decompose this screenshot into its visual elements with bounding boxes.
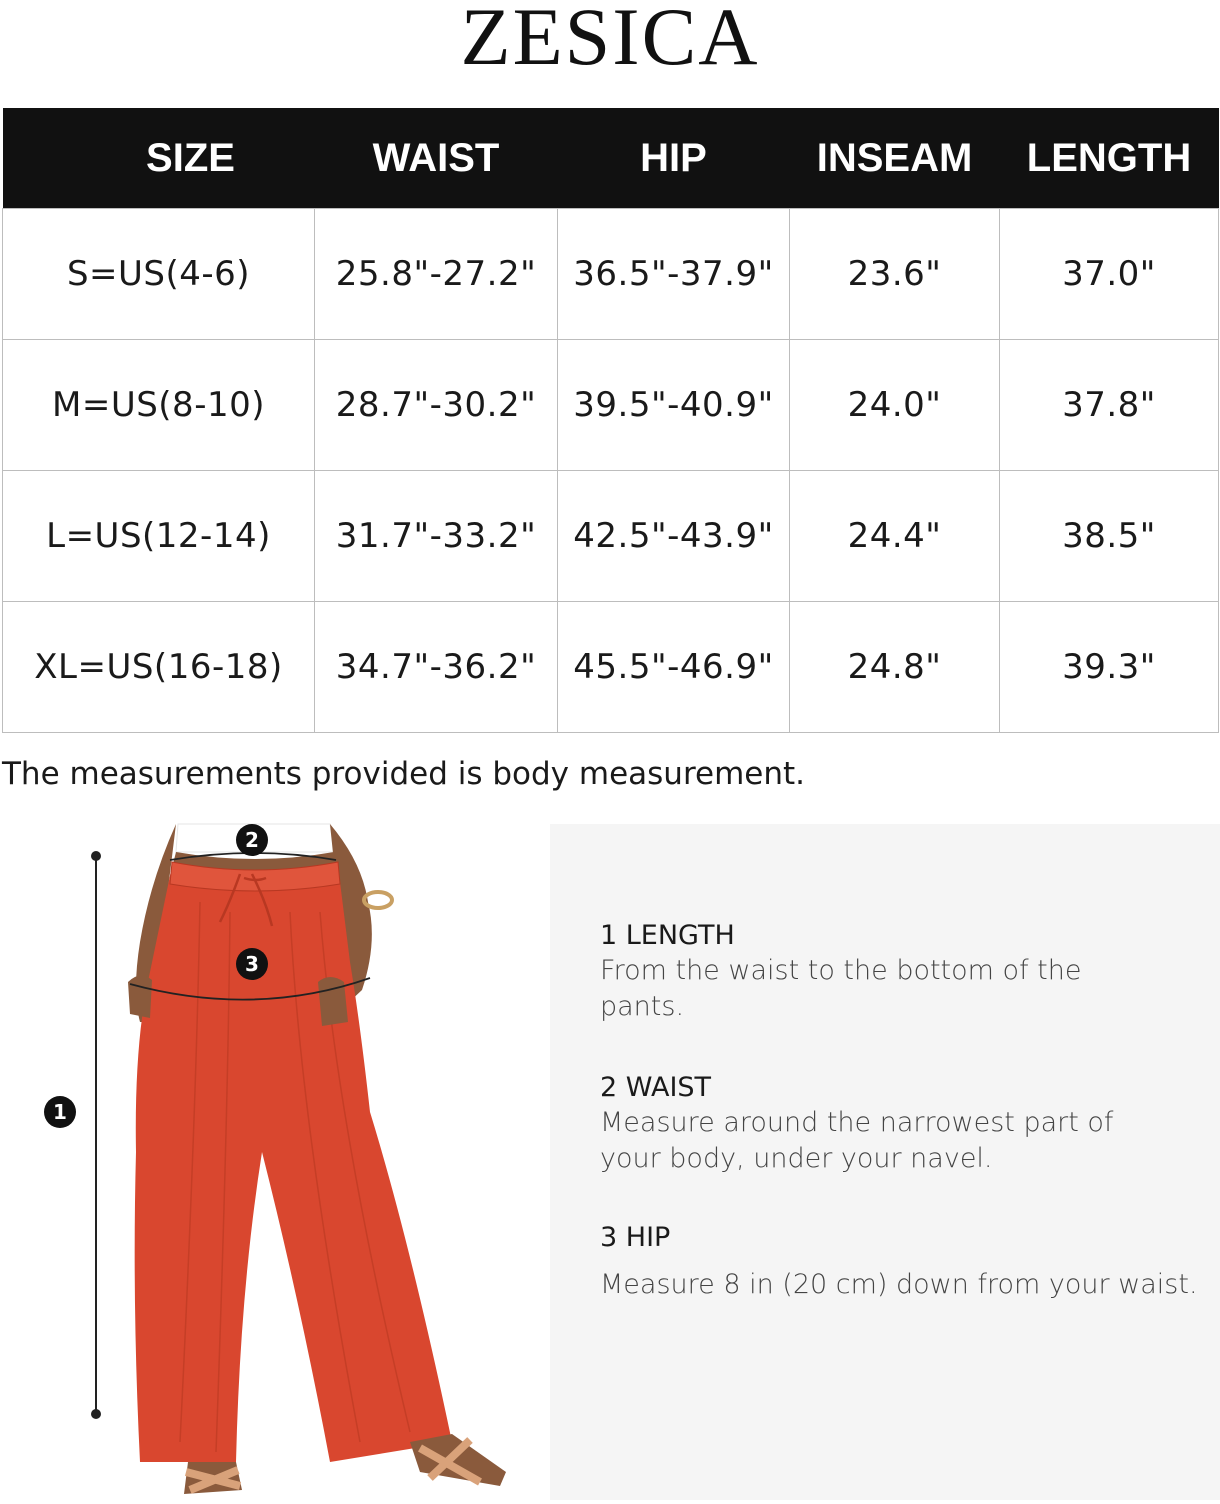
header-size: SIZE	[3, 108, 315, 209]
cell-inseam: 24.4"	[790, 471, 1000, 602]
cell-size: XL=US(16-18)	[3, 602, 315, 733]
header-hip: HIP	[558, 108, 790, 209]
cell-length: 38.5"	[1000, 471, 1219, 602]
length-line-top-dot	[91, 851, 101, 861]
cell-size: S=US(4-6)	[3, 209, 315, 340]
guide-waist	[600, 1072, 1113, 1177]
table-row	[3, 602, 1219, 733]
guide-length-title: 1 LENGTH	[600, 920, 735, 951]
guide-waist-desc-line: Measure around the narrowest part of	[600, 1107, 1114, 1138]
right-foot	[410, 1434, 506, 1486]
pants-illustration	[0, 822, 548, 1500]
cell-inseam: 23.6"	[790, 209, 1000, 340]
cell-size: L=US(12-14)	[3, 471, 315, 602]
guide-length-desc-line: From the waist to the bottom of the	[600, 955, 1082, 986]
measurement-note: The measurements provided is body measurement.	[2, 756, 806, 792]
length-line-bottom-dot	[91, 1409, 101, 1419]
guide-length-desc	[600, 953, 1081, 1025]
right-hand	[318, 977, 348, 1026]
marker-2-icon	[236, 824, 268, 856]
cell-length: 39.3"	[1000, 602, 1219, 733]
guide-waist-title: 2 WAIST	[600, 1072, 712, 1103]
cell-inseam: 24.0"	[790, 340, 1000, 471]
cell-size: M=US(8-10)	[3, 340, 315, 471]
cell-waist: 28.7"-30.2"	[315, 340, 558, 471]
guide-waist-desc	[600, 1105, 1113, 1177]
guide-hip-desc	[600, 1267, 1198, 1303]
svg-text:1: 1	[53, 1100, 67, 1124]
table-row	[3, 209, 1219, 340]
cell-hip: 36.5"-37.9"	[558, 209, 790, 340]
guide-hip	[600, 1222, 1198, 1303]
marker-3-icon	[236, 948, 268, 980]
guide-length	[600, 920, 1081, 1025]
marker-1-icon	[44, 1096, 76, 1128]
header-inseam: INSEAM	[790, 108, 1000, 209]
table-row	[3, 340, 1219, 471]
left-hand	[128, 975, 152, 1018]
table-header-row	[3, 108, 1219, 209]
cell-hip: 45.5"-46.9"	[558, 602, 790, 733]
bracelet	[364, 892, 392, 908]
pants-figure	[0, 822, 548, 1500]
svg-text:3: 3	[245, 952, 259, 976]
cell-waist: 25.8"-27.2"	[315, 209, 558, 340]
cell-hip: 39.5"-40.9"	[558, 340, 790, 471]
header-length: LENGTH	[1000, 108, 1219, 209]
table-row	[3, 471, 1219, 602]
pants-body	[135, 866, 452, 1462]
cell-length: 37.8"	[1000, 340, 1219, 471]
cell-waist: 31.7"-33.2"	[315, 471, 558, 602]
cell-inseam: 24.8"	[790, 602, 1000, 733]
guide-hip-desc-line: Measure 8 in (20 cm) down from your waist.	[600, 1269, 1198, 1300]
measurement-guide-panel	[550, 824, 1220, 1500]
guide-length-desc-line: pants.	[600, 991, 685, 1022]
svg-text:2: 2	[245, 828, 259, 852]
guide-hip-title: 3 HIP	[600, 1222, 671, 1253]
guide-waist-desc-line: your body, under your navel.	[600, 1143, 993, 1174]
cell-length: 37.0"	[1000, 209, 1219, 340]
cell-waist: 34.7"-36.2"	[315, 602, 558, 733]
size-chart-table	[2, 108, 1219, 733]
brand-logo: ZESICA	[460, 0, 760, 82]
cell-hip: 42.5"-43.9"	[558, 471, 790, 602]
header-waist: WAIST	[315, 108, 558, 209]
